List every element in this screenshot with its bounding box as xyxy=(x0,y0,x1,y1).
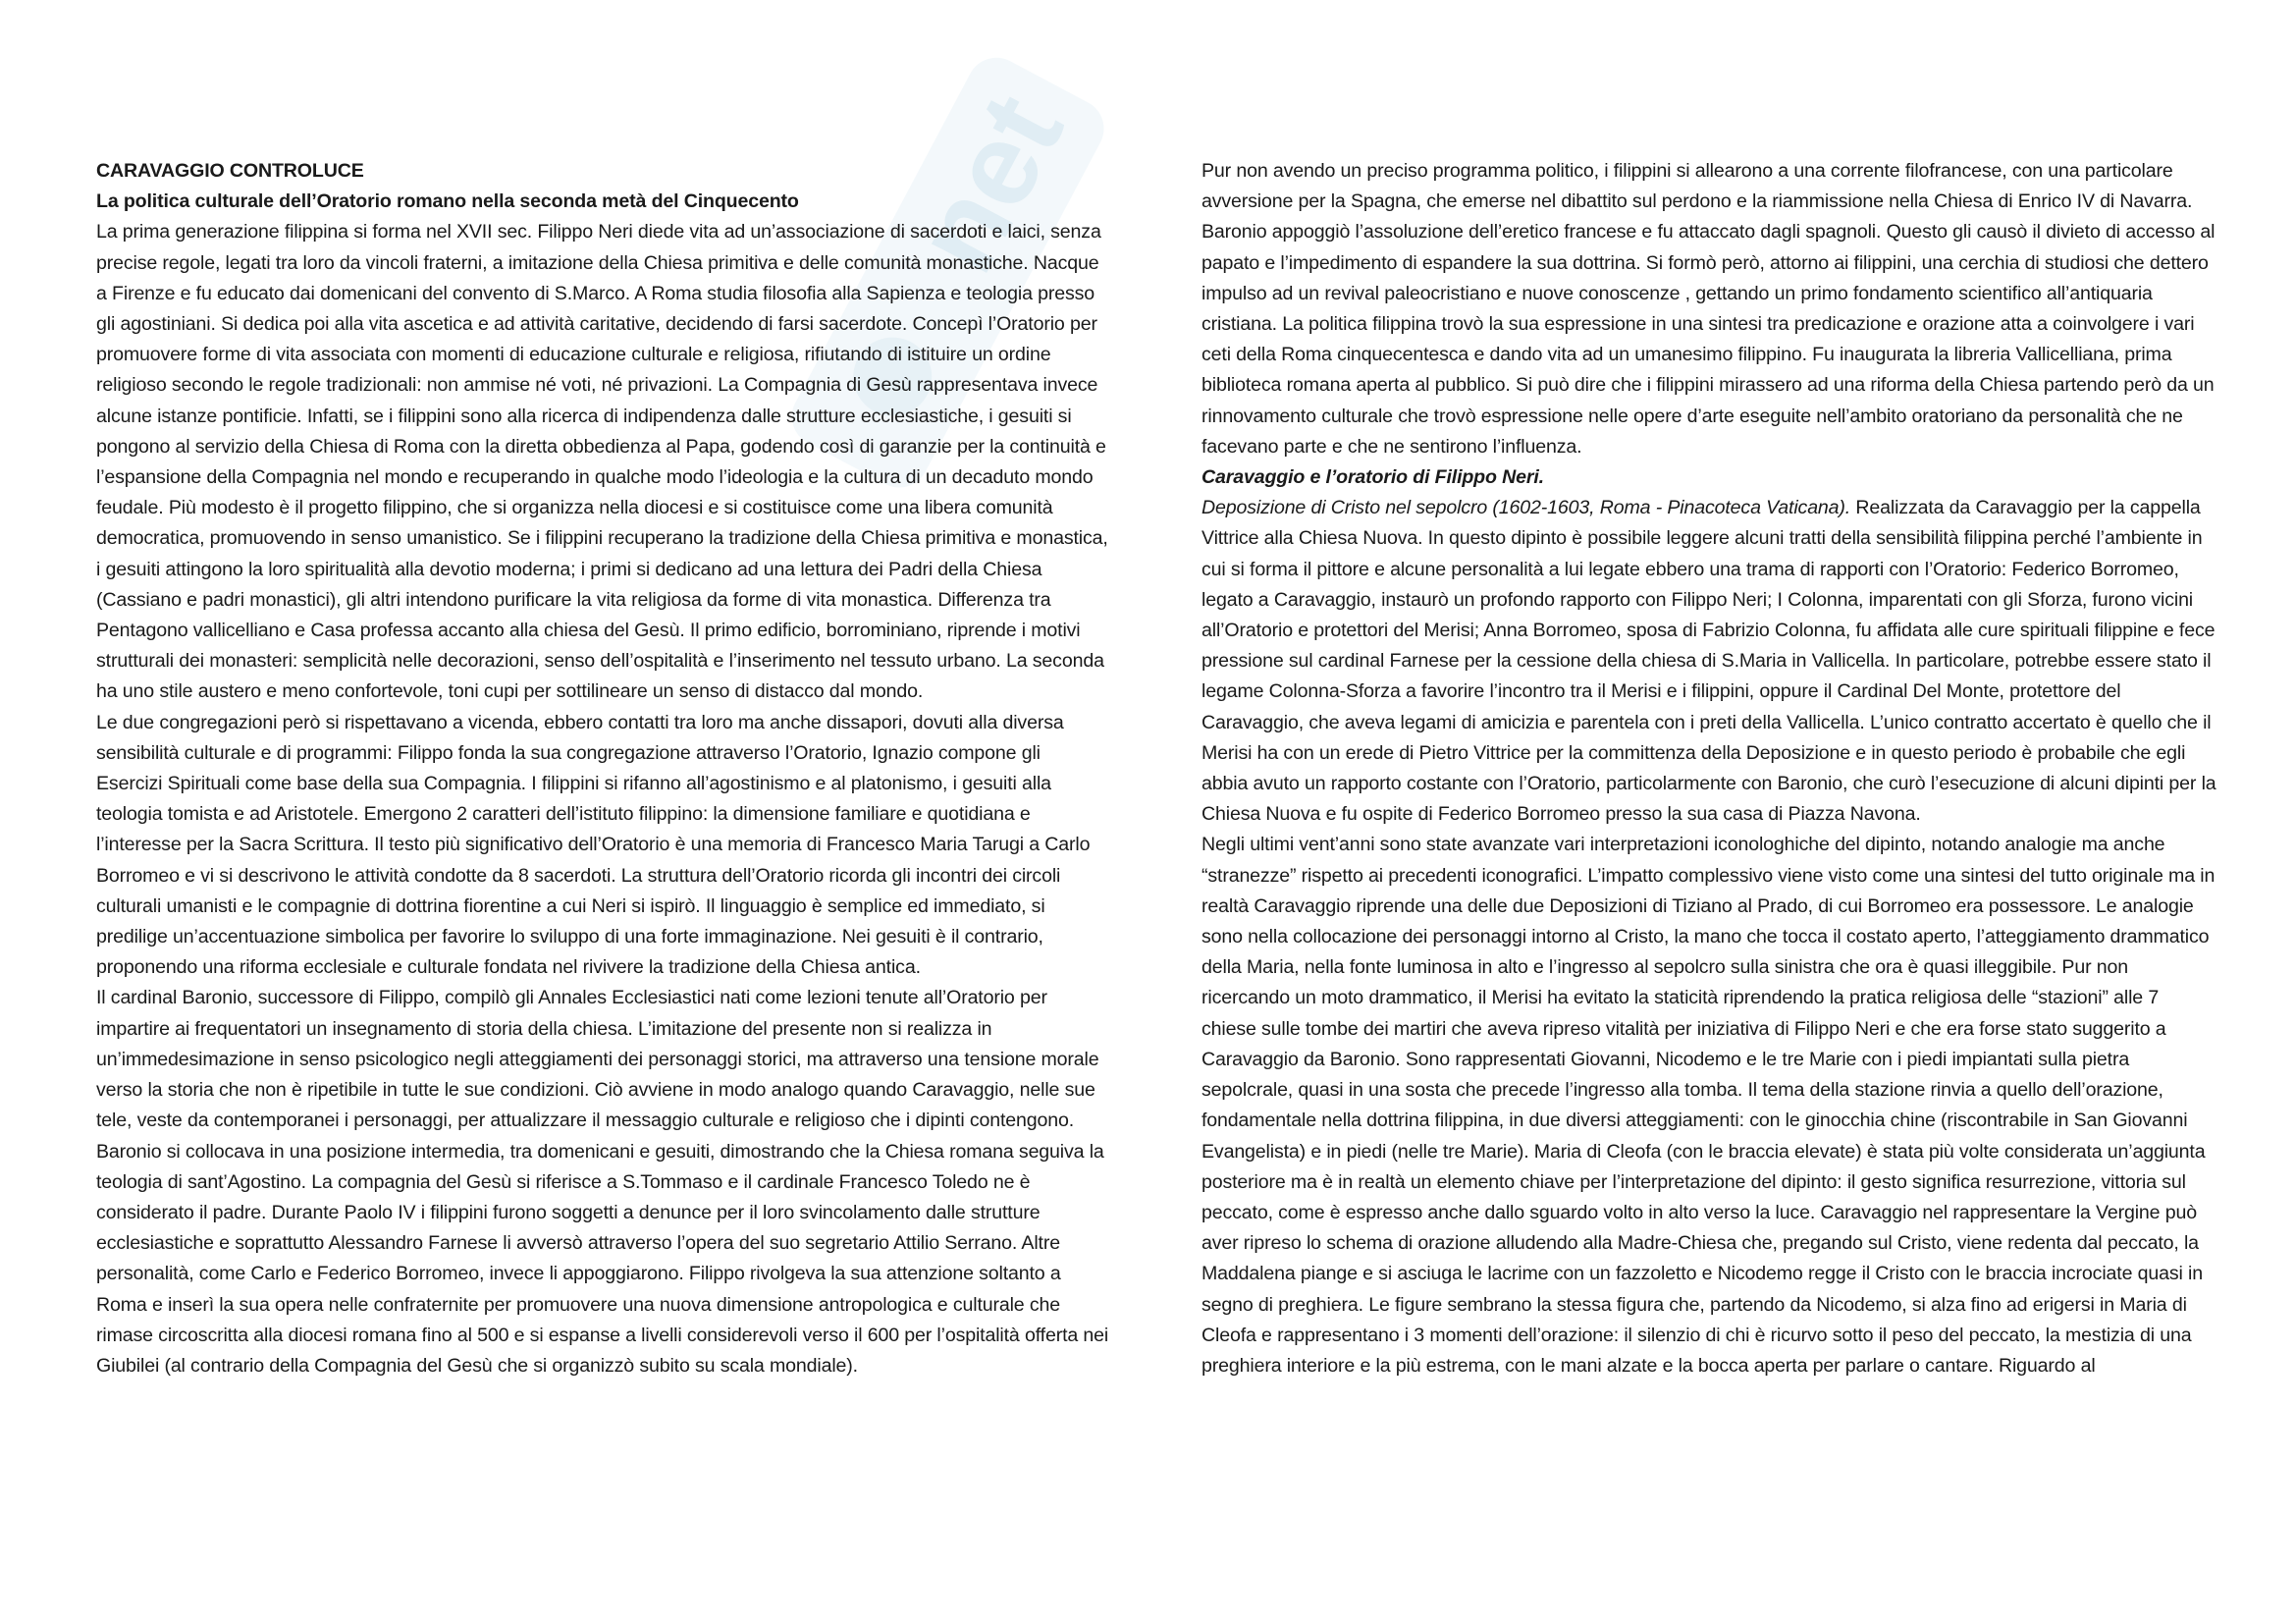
paragraph-text: Realizzata da Caravaggio per la cappella Vittrice alla Chiesa Nuova. In questo dipinto è possibile leggere alcuni tratti della sensibilità filippina perché l’ambiente in cui si forma il pittore e alcune personalità a lui legate ebbero una trama di rapporti con l’Oratorio: Federico Borromeo, legato a Caravaggio, instaurò un profondo rapporto con Filippo Neri; I Colonna, imparentati con gli Sforza, furono vicini all’Oratorio e protettori del Merisi; Anna Borromeo, sposa di Fabrizio Colonna, fu affidata alle cure spirituali filippine e fece pressione sul cardinal Farnese per la cessione della chiesa di S.Maria in Vallicella. In particolare, potrebbe essere stato il legame Colonna-Sforza a favorire l’incontro tra il Merisi e i filippini, oppure il Cardinal Del Monte, protettore del Caravaggio, che aveva legami di amicizia e parentela con i preti della Vallicella. L’unico contratto accertato è quello che il Merisi ha con un erede di Pietro Vittrice per la committenza della Deposizione e in questo periodo è probabile che egli abbia avuto un rapporto costante con l’Oratorio, particolarmente con Baronio, che curò l’esecuzione di alcuni dipinti per la Chiesa Nuova e fu ospite di Federico Borromeo presso la sua casa di Piazza Navona. xyxy=(1201,497,2216,826)
watermark-text: net xyxy=(888,74,1089,293)
right-column xyxy=(1201,156,2218,1381)
body-paragraph: Pur non avendo un preciso programma politico, i filippini si allearono a una corrente filofrancese, con una particolare avversione per la Spagna, che emerse nel dibattito sul perdono e la riammissione nella Chiesa di Enrico IV di Navarra. Baronio appoggiò l’assoluzione dell’eretico francese e fu attaccato dagli spagnoli. Questo gli causò il divieto di accesso al papato e l’impedimento di espandere la sua dottrina. Si formò però, attorno ai filippini, una cerchia di studiosi che dettero impulso ad un revival paleocristiano e nuove conoscenze , gettando un primo fondamento scientifico all’antiquaria cristiana. La politica filippina trovò la sua espressione in una sintesi tra predicazione e orazione atta a coinvolgere i vari ceti della Roma cinquecentesca e dando vita ad un umanesimo filippino. Fu inaugurata la libreria Vallicelliana, prima biblioteca romana aperta al pubblico. Si può dire che i filippini mirassero ad una riforma della Chiesa partendo però da un rinnovamento culturale che trovò espressione nelle opere d’arte eseguite nell’ambito oratoriano da personalità che ne facevano parte e che ne sentirono l’influenza. xyxy=(1201,160,2216,458)
body-paragraph: La prima generazione filippina si forma nel XVII sec. Filippo Neri diede vita ad un’associazione di sacerdoti e laici, senza precise regole, legati tra loro da vincoli fraterni, a imitazione della Chiesa primitiva e delle comunità monastiche. Nacque a Firenze e fu educato dai domenicani del convento di S.Marco. A Roma studia filosofia alla Sapienza e teologia presso gli agostiniani. Si dedica poi alla vita ascetica e ad attività caritative, decidendo di farsi sacerdote. Concepì l’Oratorio per promuovere forme di vita associata con momenti di educazione culturale e religiosa, rifiutando di istituire un ordine religioso secondo le regole tradizionali: non ammise né voti, né privazioni. La Compagnia di Gesù rappresentava invece alcune istanze pontificie. Infatti, se i filippini sono alla ricerca di indipendenza dalle strutture ecclesiastiche, i gesuiti si pongono al servizio della Chiesa di Roma con la diretta obbedienza al Papa, godendo così di garanzie per la continuità e l’espansione della Compagnia nel mondo e recuperando in qualche modo l’ideologia e la cultura di un decaduto mondo feudale. Più modesto è il progetto filippino, che si organizza nella diocesi e si costituisce come una libera comunità democratica, promuovendo in senso umanistico. Se i filippini recuperano la tradizione della Chiesa primitiva e monastica, i gesuiti attingono la loro spiritualità alla devotio moderna; i primi si dedicano ad una lettura dei Padri della Chiesa (Cassiano e padri monastici), gli altri intendono purificare la vita religiosa da forme di vita monastica. Differenza tra Pentagono vallicelliano e Casa professa accanto alla chiesa del Gesù. Il primo edificio, borrominiano, riprende i motivi strutturali dei monasteri: semplicità nelle decorazioni, senso dell’ospitalità e l’inserimento nel tessuto urbano. La seconda ha uno stile austero e meno confortevole, toni cupi per sottilineare un senso di distacco dal mondo. xyxy=(96,221,1108,703)
body-paragraph xyxy=(1201,493,2218,830)
body-paragraph: Il cardinal Baronio, successore di Filippo, compilò gli Annales Ecclesiastici nati come lezioni tenute all’Oratorio per impartire ai frequentatori un insegnamento di storia della chiesa. L’imitazione del presente non si realizza in un’immedesimazione in senso psicologico negli atteggiamenti dei personaggi storici, ma attraverso una tensione morale verso la storia che non è ripetibile in tutte le sue condizioni. Ciò avviene in modo analogo quando Caravaggio, nelle sue tele, veste da contemporanei i personaggi, per attualizzare il messaggio culturale e religioso che i dipinti contengono. Baronio si collocava in una posizione intermedia, tra domenicani e gesuiti, dimostrando che la Chiesa romana seguiva la teologia di sant’Agostino. La compagnia del Gesù si riferisce a S.Tommaso e il cardinale Francesco Toledo ne è considerato il padre. Durante Paolo IV i filippini furono soggetti a denunce per il loro svincolamento dalle strutture ecclesiastiche e soprattutto Alessandro Farnese li avversò attraverso l’opera del suo segretario Attilio Serrano. Altre personalità, come Carlo e Federico Borromeo, invece li appoggiarono. Filippo rivolgeva la sua attenzione soltanto a Roma e inserì la sua opera nelle confraternite per promuovere una nuova dimensione antropologica e culturale che rimase circoscritta alla diocesi romana fino al 500 e si espanse a livelli considerevoli verso il 600 per l’ospitalità offerta nei Giubilei (al contrario della Compagnia del Gesù che si organizzò subito su scala mondiale). xyxy=(96,987,1109,1377)
painting-caption: Deposizione di Cristo nel sepolcro (1602-1603, Roma - Pinacoteca Vaticana). xyxy=(1201,497,1851,519)
section-heading: Caravaggio e l’oratorio di Filippo Neri. xyxy=(1201,466,1544,489)
document-subtitle: La politica culturale dell’Oratorio romano nella seconda metà del Cinquecento xyxy=(96,190,799,213)
document-title: CARAVAGGIO CONTROLUCE xyxy=(96,160,364,182)
body-paragraph: Le due congregazioni però si rispettavano a vicenda, ebbero contatti tra loro ma anche dissapori, dovuti alla diversa sensibilità culturale e di programmi: Filippo fonda la sua congregazione attraverso l’Oratorio, Ignazio compone gli Esercizi Spirituali come base della sua Compagnia. I filippini si rifanno all’agostinismo e al platonismo, i gesuiti alla teologia tomista e ad Aristotele. Emergono 2 caratteri dell’istituto filippino: la dimensione familiare e quotidiana e l’interesse per la Sacra Scrittura. Il testo più significativo dell’Oratorio è una memoria di Francesco Maria Tarugi a Carlo Borromeo e vi si descrivono le attività condotte da 8 sacerdoti. La struttura dell’Oratorio ricorda gli incontri dei circoli culturali umanisti e le compagnie di dottrina fiorentine a cui Neri si ispirò. Il linguaggio è semplice ed immediato, si predilige un’accentuazione simbolica per favorire lo sviluppo di una forte immaginazione. Nei gesuiti è il contrario, proponendo una riforma ecclesiale e culturale fondata nel rivivere la tradizione della Chiesa antica. xyxy=(96,711,1091,979)
body-paragraph: Negli ultimi vent’anni sono state avanzate vari interpretazioni iconologhiche del dipinto, notando analogie ma anche “stranezze” rispetto ai precedenti iconografici. L’impatto complessivo viene visto come una sintesi del tutto originale ma in realtà Caravaggio riprende una delle due Deposizioni di Tiziano al Prado, di cui Borromeo era possessore. Le analogie sono nella collocazione dei personaggi intorno al Cristo, la mano che tocca il costato aperto, l’atteggiamento drammatico della Maria, nella fonte luminosa in alto e l’ingresso al sepolcro sulla sinistra che ora è quasi illeggibile. Pur non ricercando un moto drammatico, il Merisi ha evitato la staticità riprendendo la pratica religiosa delle “stazioni” alle 7 chiese sulle tombe dei martiri che aveva ripreso vitalità per iniziativa di Filippo Neri e che era forse stato suggerito a Caravaggio da Baronio. Sono rappresentati Giovanni, Nicodemo e le tre Marie con i piedi impiantati sulla pietra sepolcrale, quasi in una sosta che precede l’ingresso alla tomba. Il tema della stazione rinvia a quello dell’orazione, fondamentale nella dottrina filippina, in due diversi atteggiamenti: con le ginocchia chine (riscontrabile in San Giovanni Evangelista) e in piedi (nelle tre Marie). Maria di Cleofa (con le braccia elevate) è stata più volte considerata un’aggiunta posteriore ma è in realtà un elemento chiave per l’interpretazione del dipinto: il gesto significa resurrezione, vittoria sul peccato, come è espresso anche dallo sguardo volto in alto verso la luce. Caravaggio nel rappresentare la Vergine può aver ripreso lo schema di orazione alludendo alla Madre-Chiesa che, pregando sul Cristo, viene redenta dal peccato, la Maddalena piange e si asciuga le lacrime con un fazzoletto e Nicodemo regge il Cristo con le braccia incrociate quasi in segno di preghiera. Le figure sembrano la stessa figura che, partendo da Nicodemo, si alza fino ad erigersi in Maria di Cleofa e rappresentano i 3 momenti dell’orazione: il silenzio di chi è ricurvo sotto il peso del peccato, la mestizia di una preghiera interiore e la più estrema, con le mani alzate e la bocca aperta per parlare o cantare. Riguardo al xyxy=(1201,834,2216,1377)
left-column xyxy=(96,156,1110,1381)
